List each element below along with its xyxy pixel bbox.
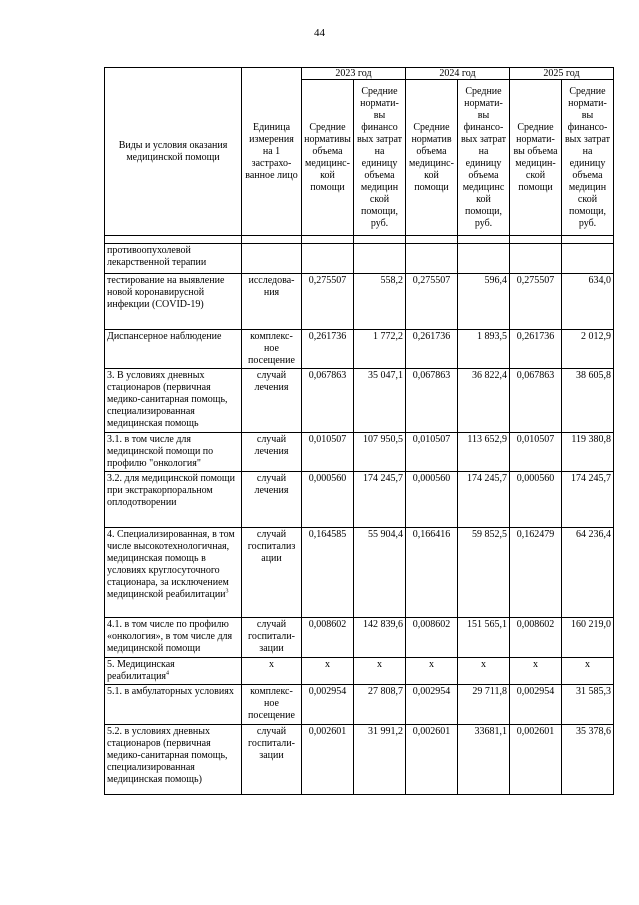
row-kind-cell <box>105 472 242 528</box>
row-cost-2024-text: 113 652,9 <box>467 434 507 445</box>
row-volume-2025-text: 0,162479 <box>516 529 555 540</box>
row-unit-text: случай лечения <box>254 473 289 496</box>
header-year-2023: 2023 год <box>302 68 406 80</box>
row-cost-2023-text: 107 950,5 <box>363 434 403 445</box>
row-kind-cell <box>105 725 242 795</box>
row-cost-2025-cell <box>562 658 614 685</box>
row-cost-2024-cell <box>458 236 510 244</box>
row-unit-cell <box>242 330 302 369</box>
row-cost-2024-cell <box>458 274 510 330</box>
row-volume-2025-cell <box>510 244 562 274</box>
row-cost-2024-cell <box>458 725 510 795</box>
row-volume-2024-cell <box>406 369 458 433</box>
row-unit-cell <box>242 658 302 685</box>
row-cost-2025-text: 2 012,9 <box>581 331 611 342</box>
row-unit-text: комплекс-ное посещение <box>248 686 295 721</box>
row-volume-2023-cell <box>302 433 354 472</box>
row-cost-2024-cell <box>458 433 510 472</box>
table-row <box>105 658 614 685</box>
table-row <box>105 472 614 528</box>
row-volume-2023-text: 0,010507 <box>308 434 347 445</box>
row-volume-2023-text: 0,002954 <box>308 686 347 697</box>
row-unit-text: х <box>269 659 274 670</box>
row-cost-2025-cell <box>562 472 614 528</box>
row-kind-text: 3. В условиях дневных стационаров (первичная медико-санитарная помощь, специализированная медицинская помощь <box>107 370 228 429</box>
row-cost-2023-text: х <box>377 659 382 670</box>
row-volume-2025-cell <box>510 236 562 244</box>
row-volume-2025-text: 0,002601 <box>516 726 555 737</box>
row-cost-2023-text: 35 047,1 <box>368 370 403 381</box>
row-cost-2025-cell <box>562 433 614 472</box>
row-volume-2023-cell <box>302 725 354 795</box>
row-volume-2025-cell <box>510 685 562 725</box>
row-unit-cell <box>242 274 302 330</box>
row-unit-text: исследова-ния <box>248 275 295 298</box>
row-unit-text: случай лечения <box>254 370 289 393</box>
row-unit-text: случай госпитализ ации <box>247 529 296 564</box>
row-volume-2025-cell <box>510 528 562 618</box>
row-cost-2024-cell <box>458 472 510 528</box>
table-row <box>105 433 614 472</box>
row-volume-2025-text: 0,261736 <box>516 331 555 342</box>
row-cost-2024-text: 29 711,8 <box>472 686 507 697</box>
row-cost-2024-cell <box>458 658 510 685</box>
row-kind-cell <box>105 236 242 244</box>
row-volume-2023-cell <box>302 244 354 274</box>
row-cost-2023-text: 31 991,2 <box>368 726 403 737</box>
table-row <box>105 244 614 274</box>
row-cost-2025-text: 31 585,3 <box>576 686 611 697</box>
row-cost-2023-text: 142 839,6 <box>363 619 403 630</box>
row-volume-2025-cell <box>510 274 562 330</box>
row-volume-2023-text: 0,002601 <box>308 726 347 737</box>
row-volume-2024-cell <box>406 236 458 244</box>
row-volume-2025-cell <box>510 658 562 685</box>
row-cost-2024-text: 36 822,4 <box>472 370 507 381</box>
table-row <box>105 330 614 369</box>
row-volume-2025-cell <box>510 433 562 472</box>
row-volume-2024-cell <box>406 618 458 658</box>
row-volume-2024-cell <box>406 658 458 685</box>
row-volume-2025-text: 0,067863 <box>516 370 555 381</box>
header-year-2025: 2025 год <box>510 68 614 80</box>
row-volume-2024-cell <box>406 244 458 274</box>
row-volume-2024-text: х <box>429 659 434 670</box>
page-number: 44 <box>314 27 325 39</box>
header-cost-2024: Средние нормати-вы финансо-вых затрат на единицу объема медицинс кой помощи, руб. <box>458 80 510 236</box>
row-kind-text: 3.1. в том числе для медицинской помощи по профилю "онкология" <box>107 434 214 469</box>
row-cost-2024-text: х <box>481 659 486 670</box>
row-cost-2023-cell <box>354 274 406 330</box>
row-volume-2025-cell <box>510 725 562 795</box>
row-volume-2023-cell <box>302 236 354 244</box>
header-volume-2025: Средние нормати-вы объема медицин-ской помощи <box>510 80 562 236</box>
row-kind-text: Диспансерное наблюдение <box>107 331 222 342</box>
row-cost-2025-cell <box>562 274 614 330</box>
row-volume-2024-cell <box>406 274 458 330</box>
row-kind-text: 3.2. для медицинской помощи при экстракорпоральном оплодотворении <box>107 473 235 508</box>
row-volume-2024-text: 0,002601 <box>412 726 451 737</box>
row-cost-2023-cell <box>354 369 406 433</box>
row-cost-2025-text: 160 219,0 <box>571 619 611 630</box>
row-cost-2024-text: 1 893,5 <box>477 331 507 342</box>
row-volume-2024-text: 0,010507 <box>412 434 451 445</box>
row-kind-cell <box>105 369 242 433</box>
row-volume-2023-text: 0,008602 <box>308 619 347 630</box>
row-cost-2025-cell <box>562 528 614 618</box>
row-cost-2024-cell <box>458 685 510 725</box>
row-unit-cell <box>242 236 302 244</box>
row-cost-2023-cell <box>354 244 406 274</box>
row-volume-2023-cell <box>302 528 354 618</box>
row-unit-cell <box>242 433 302 472</box>
row-cost-2025-cell <box>562 330 614 369</box>
row-cost-2025-cell <box>562 244 614 274</box>
row-unit-cell <box>242 725 302 795</box>
row-volume-2023-text: х <box>325 659 330 670</box>
row-unit-text: комплекс-ное посещение <box>248 331 295 366</box>
row-cost-2023-text: 174 245,7 <box>363 473 403 484</box>
header-volume-2024: Средние норматив объема медицинс-кой помощи <box>406 80 458 236</box>
row-cost-2024-text: 174 245,7 <box>467 473 507 484</box>
row-cost-2025-cell <box>562 236 614 244</box>
row-cost-2023-text: 1 772,2 <box>373 331 403 342</box>
footnote-marker: 3 <box>225 588 229 595</box>
row-volume-2023-text: 0,000560 <box>308 473 347 484</box>
row-kind-cell <box>105 685 242 725</box>
row-kind-text: 5. Медицинская реабилитация <box>107 659 175 682</box>
row-volume-2023-cell <box>302 330 354 369</box>
row-kind-text: 4. Специализированная, в том числе высокотехнологичная, медицинская помощь в условиях круглосуточного стационара, за исключением медицинской реабилитации <box>107 529 235 600</box>
table-row <box>105 685 614 725</box>
row-volume-2024-text: 0,261736 <box>412 331 451 342</box>
row-cost-2025-text: 35 378,6 <box>576 726 611 737</box>
table-body <box>105 236 614 795</box>
row-volume-2025-text: 0,010507 <box>516 434 555 445</box>
row-cost-2023-text: 27 808,7 <box>368 686 403 697</box>
table-row <box>105 618 614 658</box>
row-volume-2023-text: 0,275507 <box>308 275 347 286</box>
row-volume-2023-cell <box>302 472 354 528</box>
row-cost-2025-cell <box>562 725 614 795</box>
row-kind-text: тестирование на выявление новой коронавирусной инфекции (COVID-19) <box>107 275 225 310</box>
row-volume-2024-cell <box>406 528 458 618</box>
row-volume-2024-cell <box>406 330 458 369</box>
row-unit-text: случай госпитали-зации <box>248 726 295 761</box>
row-unit-cell <box>242 472 302 528</box>
header-volume-2023: Средние нормативы объема медицинс-кой помощи <box>302 80 354 236</box>
medical-care-standards-table <box>104 67 614 795</box>
row-kind-cell <box>105 658 242 685</box>
row-kind-cell <box>105 274 242 330</box>
row-volume-2024-cell <box>406 725 458 795</box>
row-unit-cell <box>242 244 302 274</box>
row-cost-2025-text: 119 380,8 <box>571 434 611 445</box>
row-kind-cell <box>105 528 242 618</box>
row-volume-2025-text: 0,002954 <box>516 686 555 697</box>
row-cost-2023-cell <box>354 725 406 795</box>
header-year-2024: 2024 год <box>406 68 510 80</box>
row-volume-2023-text: 0,067863 <box>308 370 347 381</box>
row-volume-2025-text: 0,000560 <box>516 473 555 484</box>
row-volume-2024-text: 0,000560 <box>412 473 451 484</box>
table-row <box>105 236 614 244</box>
row-cost-2025-cell <box>562 618 614 658</box>
header-unit: Единица измерения на 1 застрахо-ванное лицо <box>242 68 302 236</box>
row-volume-2024-cell <box>406 433 458 472</box>
row-kind-text: 4.1. в том числе по профилю «онкология», в том числе для медицинской помощи <box>107 619 233 654</box>
row-cost-2023-cell <box>354 528 406 618</box>
row-volume-2023-text: 0,164585 <box>308 529 347 540</box>
row-volume-2023-cell <box>302 685 354 725</box>
row-volume-2023-cell <box>302 658 354 685</box>
row-volume-2024-cell <box>406 685 458 725</box>
row-kind-text: противоопухолевой лекарственной терапии <box>107 245 207 268</box>
row-kind-cell <box>105 244 242 274</box>
table-row <box>105 528 614 618</box>
row-cost-2024-cell <box>458 369 510 433</box>
row-cost-2024-text: 596,4 <box>484 275 507 286</box>
row-cost-2025-cell <box>562 685 614 725</box>
row-kind-cell <box>105 618 242 658</box>
row-cost-2023-text: 558,2 <box>380 275 403 286</box>
table-row <box>105 274 614 330</box>
row-cost-2023-cell <box>354 685 406 725</box>
footnote-marker: 4 <box>166 670 170 677</box>
row-volume-2024-text: 0,166416 <box>412 529 451 540</box>
row-volume-2024-text: 0,275507 <box>412 275 451 286</box>
header-cost-2025: Средние нормати-вы финансо-вых затрат на единицу объема медицин ской помощи, руб. <box>562 80 614 236</box>
row-volume-2024-text: 0,067863 <box>412 370 451 381</box>
row-volume-2025-cell <box>510 369 562 433</box>
row-cost-2023-cell <box>354 330 406 369</box>
row-cost-2024-cell <box>458 528 510 618</box>
row-cost-2024-cell <box>458 244 510 274</box>
header-cost-2023: Средние нормати-вы финансо вых затрат на единицу объема медицин ской помощи, руб. <box>354 80 406 236</box>
row-unit-text: случай лечения <box>254 434 289 457</box>
row-cost-2023-text: 55 904,4 <box>368 529 403 540</box>
row-kind-text: 5.1. в амбулаторных условиях <box>107 686 234 697</box>
row-volume-2024-text: 0,008602 <box>412 619 451 630</box>
row-volume-2024-cell <box>406 472 458 528</box>
row-volume-2023-cell <box>302 369 354 433</box>
row-cost-2024-text: 59 852,5 <box>472 529 507 540</box>
row-cost-2024-text: 151 565,1 <box>467 619 507 630</box>
row-unit-cell <box>242 685 302 725</box>
row-cost-2025-text: 38 605,8 <box>576 370 611 381</box>
row-volume-2025-cell <box>510 330 562 369</box>
row-cost-2024-cell <box>458 330 510 369</box>
row-cost-2023-cell <box>354 433 406 472</box>
row-cost-2025-text: х <box>585 659 590 670</box>
row-cost-2025-text: 174 245,7 <box>571 473 611 484</box>
row-volume-2025-text: 0,008602 <box>516 619 555 630</box>
row-cost-2024-cell <box>458 618 510 658</box>
row-kind-cell <box>105 433 242 472</box>
row-cost-2023-cell <box>354 618 406 658</box>
row-cost-2024-text: 33681,1 <box>474 726 507 737</box>
row-cost-2025-cell <box>562 369 614 433</box>
row-unit-text: случай госпитали-зации <box>248 619 295 654</box>
row-unit-cell <box>242 369 302 433</box>
table-row <box>105 725 614 795</box>
row-unit-cell <box>242 528 302 618</box>
row-cost-2025-text: 64 236,4 <box>576 529 611 540</box>
row-cost-2023-cell <box>354 236 406 244</box>
table-row <box>105 369 614 433</box>
row-volume-2025-cell <box>510 618 562 658</box>
header-kind: Виды и условия оказания медицинской помощи <box>105 68 242 236</box>
row-volume-2025-text: х <box>533 659 538 670</box>
row-volume-2024-text: 0,002954 <box>412 686 451 697</box>
row-kind-cell <box>105 330 242 369</box>
row-cost-2025-text: 634,0 <box>588 275 611 286</box>
row-kind-text: 5.2. в условиях дневных стационаров (первичная медико-санитарная помощь, специализированная медицинская помощь) <box>107 726 228 785</box>
row-cost-2023-cell <box>354 472 406 528</box>
row-volume-2023-text: 0,261736 <box>308 331 347 342</box>
row-unit-cell <box>242 618 302 658</box>
row-volume-2023-cell <box>302 274 354 330</box>
row-volume-2023-cell <box>302 618 354 658</box>
row-volume-2025-cell <box>510 472 562 528</box>
row-volume-2025-text: 0,275507 <box>516 275 555 286</box>
row-cost-2023-cell <box>354 658 406 685</box>
